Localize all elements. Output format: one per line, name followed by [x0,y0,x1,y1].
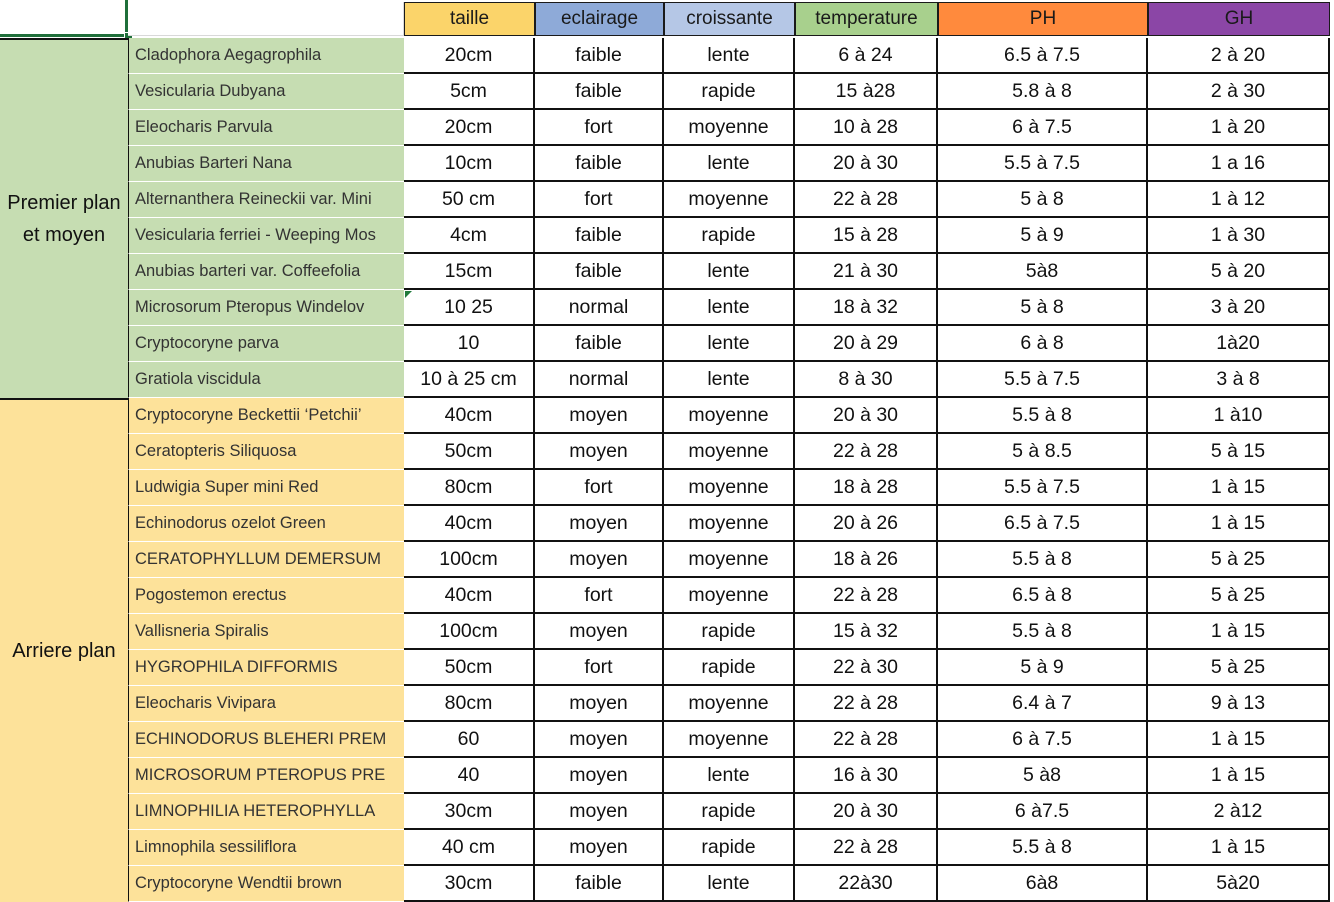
table-cell[interactable]: 6.4 à 7 [938,686,1148,722]
table-cell[interactable]: 1 à 15 [1148,506,1330,542]
table-cell[interactable]: 50cm [404,434,535,470]
table-cell[interactable]: lente [664,254,795,290]
table-cell[interactable]: 6 à 7.5 [938,722,1148,758]
table-cell[interactable]: 20 à 29 [795,326,938,362]
plant-name-cell[interactable]: MICROSORUM PTEROPUS PRE [128,758,404,794]
table-cell[interactable]: 20cm [404,38,535,74]
plant-name-cell[interactable]: Echinodorus ozelot Green [128,506,404,542]
table-cell[interactable]: 50 cm [404,182,535,218]
comment-indicator [405,291,412,298]
table-cell[interactable]: 20 à 30 [795,794,938,830]
table-cell[interactable]: moyen [535,830,664,866]
table-cell[interactable]: 10 à 28 [795,110,938,146]
table-cell[interactable]: 1 à 15 [1148,722,1330,758]
plant-name-cell[interactable]: Ceratopteris Siliquosa [128,434,404,470]
table-cell[interactable]: 10 à 25 cm [404,362,535,398]
table-cell[interactable]: 5cm [404,74,535,110]
plant-name-cell[interactable]: Alternanthera Reineckii var. Mini [128,182,404,218]
table-cell[interactable]: 80cm [404,470,535,506]
table-cell[interactable]: rapide [664,830,795,866]
column-header-temperature[interactable]: temperature [795,2,938,36]
table-cell[interactable]: 5.5 à 7.5 [938,470,1148,506]
table-cell[interactable]: 9 à 13 [1148,686,1330,722]
table-cell[interactable]: rapide [664,218,795,254]
plant-name-cell[interactable]: Vesicularia Dubyana [128,74,404,110]
table-cell[interactable]: moyenne [664,434,795,470]
table-cell[interactable]: 40 [404,758,535,794]
table-cell[interactable]: lente [664,146,795,182]
table-cell[interactable]: moyen [535,758,664,794]
table-cell[interactable]: 5 à 9 [938,650,1148,686]
table-cell[interactable]: 1 a 16 [1148,146,1330,182]
table-cell[interactable]: moyenne [664,542,795,578]
column-header-ph[interactable]: PH [938,2,1148,36]
table-cell[interactable]: 6à8 [938,866,1148,902]
selected-cell[interactable] [0,0,128,37]
table-cell[interactable]: 1 à 15 [1148,758,1330,794]
table-cell[interactable]: 60 [404,722,535,758]
table-cell[interactable]: 3 à 20 [1148,290,1330,326]
table-cell[interactable]: 10 [404,326,535,362]
table-cell[interactable]: 6 à7.5 [938,794,1148,830]
table-cell[interactable]: moyenne [664,398,795,434]
table-cell[interactable]: 20cm [404,110,535,146]
table-cell[interactable]: 6 à 8 [938,326,1148,362]
table-cell[interactable]: 5.5 à 8 [938,542,1148,578]
plant-name-cell[interactable]: Eleocharis Parvula [128,110,404,146]
table-cell[interactable]: 22 à 28 [795,434,938,470]
table-cell[interactable]: rapide [664,614,795,650]
table-cell[interactable]: 5.5 à 8 [938,614,1148,650]
table-cell[interactable]: 30cm [404,866,535,902]
table-cell[interactable]: 1 à 30 [1148,218,1330,254]
table-cell[interactable]: 5 à 20 [1148,254,1330,290]
table-cell[interactable]: 20 à 30 [795,398,938,434]
table-cell[interactable]: 2 à 20 [1148,38,1330,74]
table-cell[interactable]: fort [535,650,664,686]
table-cell[interactable]: 6 à 24 [795,38,938,74]
table-cell[interactable]: 50cm [404,650,535,686]
group-label-arriere-plan[interactable]: Arriere plan [0,398,128,902]
table-cell[interactable]: 20 à 26 [795,506,938,542]
table-cell[interactable]: 6 à 7.5 [938,110,1148,146]
table-cell[interactable]: 5.5 à 8 [938,830,1148,866]
table-cell[interactable]: 1 à 15 [1148,830,1330,866]
table-cell[interactable]: 40 cm [404,830,535,866]
table-cell[interactable]: 6.5 à 7.5 [938,38,1148,74]
table-cell[interactable]: 5 à 8 [938,182,1148,218]
column-header-gh[interactable]: GH [1148,2,1330,36]
plant-name-cell[interactable]: Gratiola viscidula [128,362,404,398]
plant-name-cell[interactable]: Limnophila sessiliflora [128,830,404,866]
table-cell[interactable]: moyenne [664,506,795,542]
table-cell[interactable]: 40cm [404,578,535,614]
table-cell[interactable]: 5 à 15 [1148,434,1330,470]
table-cell[interactable]: 5 à 8 [938,290,1148,326]
empty-header-cell[interactable] [128,2,404,36]
table-cell[interactable]: 10cm [404,146,535,182]
table-cell[interactable]: 6.5 à 8 [938,578,1148,614]
plant-name-cell[interactable]: Anubias barteri var. Coffeefolia [128,254,404,290]
table-cell[interactable]: 5 à8 [938,758,1148,794]
table-cell[interactable]: 4cm [404,218,535,254]
table-cell[interactable]: 1à20 [1148,326,1330,362]
plant-name-cell[interactable]: Vallisneria Spiralis [128,614,404,650]
plant-name-cell[interactable]: ECHINODORUS BLEHERI PREM [128,722,404,758]
plant-name-cell[interactable]: Ludwigia Super mini Red [128,470,404,506]
table-cell[interactable]: normal [535,362,664,398]
table-cell[interactable]: 5.8 à 8 [938,74,1148,110]
table-cell[interactable]: 40cm [404,398,535,434]
table-cell[interactable]: lente [664,290,795,326]
table-cell[interactable]: 80cm [404,686,535,722]
table-cell[interactable]: 22à30 [795,866,938,902]
table-cell[interactable]: 1 à 15 [1148,614,1330,650]
table-cell[interactable]: fort [535,110,664,146]
table-cell[interactable]: 5à20 [1148,866,1330,902]
table-cell[interactable]: 22 à 28 [795,830,938,866]
plant-name-cell[interactable]: Cryptocoryne Beckettii ‘Petchii’ [128,398,404,434]
table-cell[interactable]: 5 à 25 [1148,578,1330,614]
table-cell[interactable]: 5 à 8.5 [938,434,1148,470]
table-cell[interactable]: 21 à 30 [795,254,938,290]
table-cell[interactable]: 5 à 25 [1148,542,1330,578]
table-cell[interactable]: 22 à 28 [795,722,938,758]
table-cell[interactable]: 22 à 28 [795,578,938,614]
table-cell[interactable]: lente [664,38,795,74]
table-cell[interactable]: moyenne [664,110,795,146]
plant-name-cell[interactable]: Cryptocoryne Wendtii brown [128,866,404,902]
table-cell[interactable]: 18 à 26 [795,542,938,578]
table-cell[interactable]: 18 à 28 [795,470,938,506]
table-cell[interactable]: faible [535,254,664,290]
table-cell[interactable]: 5.5 à 7.5 [938,146,1148,182]
table-cell[interactable]: moyenne [664,686,795,722]
table-cell[interactable]: moyen [535,506,664,542]
table-cell[interactable]: lente [664,326,795,362]
table-cell[interactable]: moyen [535,614,664,650]
table-cell[interactable]: 16 à 30 [795,758,938,794]
table-cell[interactable]: 22 à 30 [795,650,938,686]
table-cell[interactable]: faible [535,866,664,902]
table-cell[interactable]: 2 à 30 [1148,74,1330,110]
table-cell[interactable]: 1 à 20 [1148,110,1330,146]
table-cell[interactable]: faible [535,38,664,74]
table-cell[interactable]: moyenne [664,722,795,758]
table-cell[interactable]: fort [535,470,664,506]
table-cell[interactable]: 5à8 [938,254,1148,290]
table-cell[interactable]: 5.5 à 7.5 [938,362,1148,398]
table-cell[interactable]: 22 à 28 [795,686,938,722]
column-header-croissante[interactable]: croissante [664,2,795,36]
table-cell[interactable]: 30cm [404,794,535,830]
table-cell[interactable]: lente [664,758,795,794]
plant-name-cell[interactable]: Cladophora Aegagrophila [128,38,404,74]
plant-name-cell[interactable]: Anubias Barteri Nana [128,146,404,182]
table-cell[interactable]: faible [535,146,664,182]
plant-name-cell[interactable]: Pogostemon erectus [128,578,404,614]
table-cell[interactable]: 22 à 28 [795,182,938,218]
table-cell[interactable]: fort [535,182,664,218]
table-cell[interactable]: 40cm [404,506,535,542]
table-cell[interactable]: faible [535,74,664,110]
group-label-premier-plan[interactable]: Premier plan et moyen [0,38,128,398]
plant-name-cell[interactable]: Eleocharis Vivipara [128,686,404,722]
table-cell[interactable]: lente [664,866,795,902]
table-cell[interactable]: moyenne [664,182,795,218]
table-cell[interactable]: moyen [535,398,664,434]
table-cell[interactable]: 1 à 15 [1148,470,1330,506]
table-cell[interactable]: 5.5 à 8 [938,398,1148,434]
table-cell[interactable]: 100cm [404,614,535,650]
table-cell[interactable]: 18 à 32 [795,290,938,326]
table-cell[interactable]: moyenne [664,578,795,614]
plant-name-cell[interactable]: LIMNOPHILIA HETEROPHYLLA [128,794,404,830]
table-cell[interactable]: 20 à 30 [795,146,938,182]
table-cell[interactable]: 6.5 à 7.5 [938,506,1148,542]
table-cell[interactable]: 1 à10 [1148,398,1330,434]
plant-name-cell[interactable]: HYGROPHILA DIFFORMIS [128,650,404,686]
table-cell[interactable]: 100cm [404,542,535,578]
table-cell[interactable]: moyen [535,686,664,722]
table-cell[interactable]: 15 à28 [795,74,938,110]
table-cell[interactable]: fort [535,578,664,614]
table-cell[interactable]: moyen [535,722,664,758]
table-cell[interactable]: moyen [535,542,664,578]
table-cell[interactable]: 10 25 [404,290,535,326]
plant-name-cell[interactable]: Cryptocoryne parva [128,326,404,362]
table-cell[interactable]: 2 à12 [1148,794,1330,830]
table-cell[interactable]: faible [535,326,664,362]
table-cell[interactable]: 15cm [404,254,535,290]
table-cell[interactable]: normal [535,290,664,326]
column-header-eclairage[interactable]: eclairage [535,2,664,36]
table-cell[interactable]: rapide [664,794,795,830]
table-cell[interactable]: faible [535,218,664,254]
table-cell[interactable]: rapide [664,650,795,686]
table-cell[interactable]: moyen [535,434,664,470]
table-cell[interactable]: 1 à 12 [1148,182,1330,218]
plant-name-cell[interactable]: Microsorum Pteropus Windelov [128,290,404,326]
table-cell[interactable]: lente [664,362,795,398]
table-cell[interactable]: 3 à 8 [1148,362,1330,398]
table-cell[interactable]: 15 à 28 [795,218,938,254]
table-cell[interactable]: rapide [664,74,795,110]
table-cell[interactable]: 15 à 32 [795,614,938,650]
table-cell[interactable]: 5 à 9 [938,218,1148,254]
table-cell[interactable]: moyen [535,794,664,830]
table-cell[interactable]: 5 à 25 [1148,650,1330,686]
column-header-taille[interactable]: taille [404,2,535,36]
plant-name-cell[interactable]: Vesicularia ferriei - Weeping Mos [128,218,404,254]
table-cell[interactable]: 8 à 30 [795,362,938,398]
plant-name-cell[interactable]: CERATOPHYLLUM DEMERSUM [128,542,404,578]
table-cell[interactable]: moyenne [664,470,795,506]
